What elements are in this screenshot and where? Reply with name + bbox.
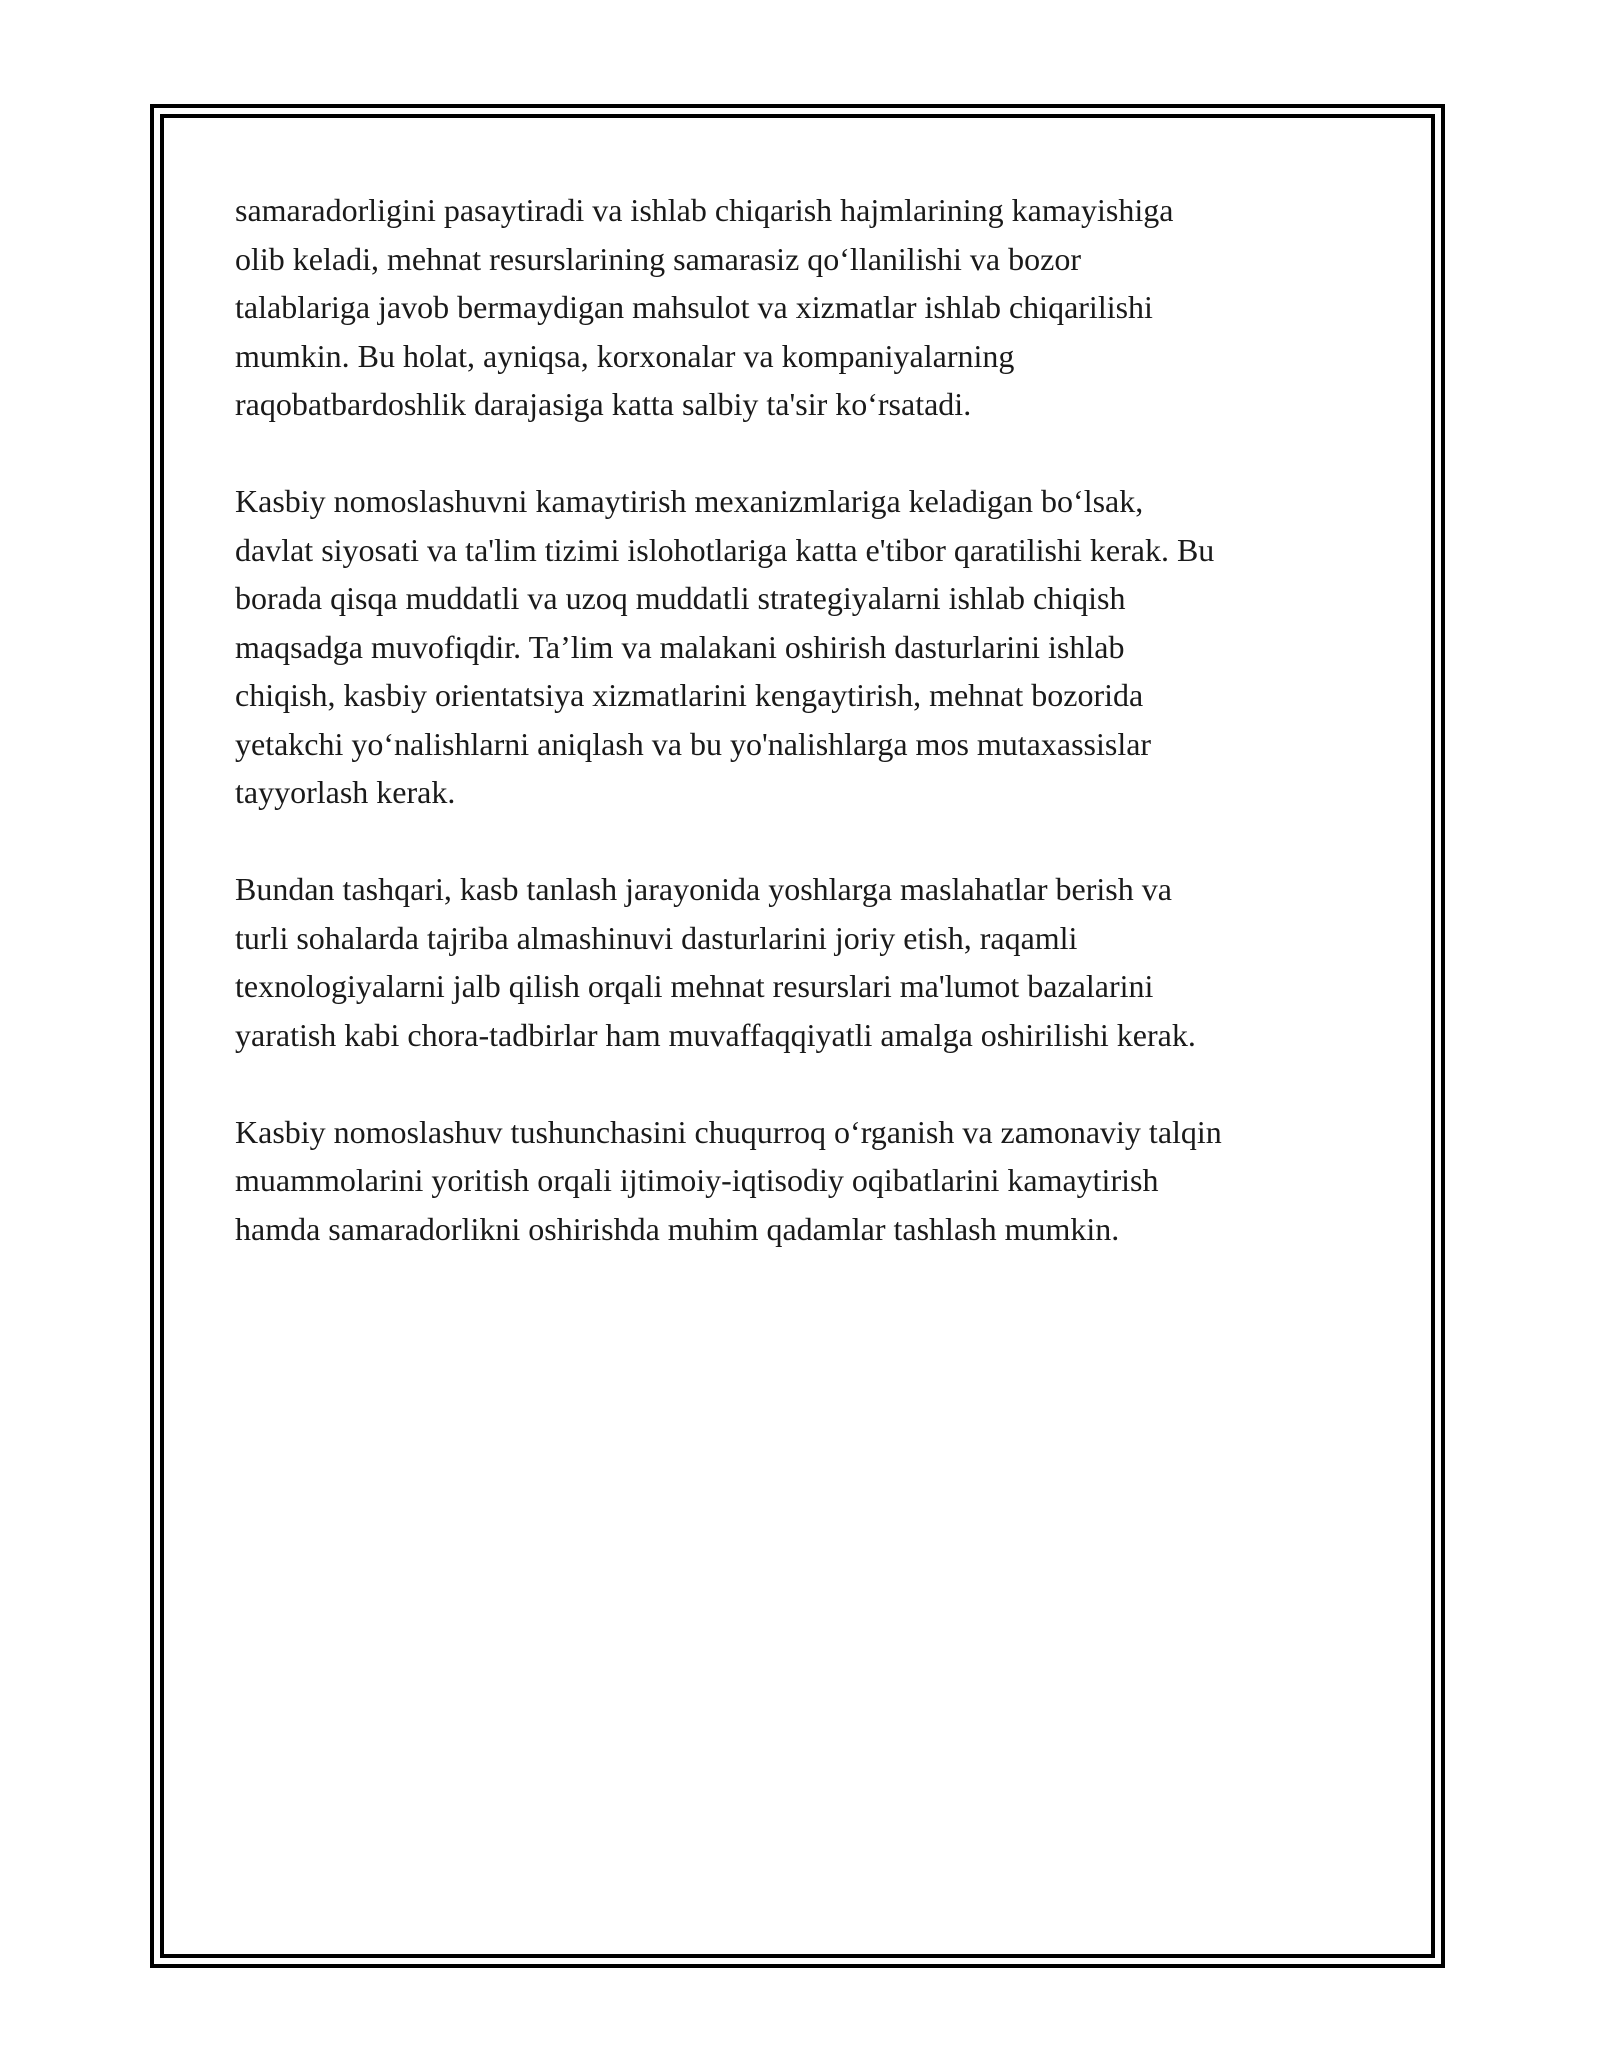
text-line: muammolarini yoritish orqali ijtimoiy-iqtisodiy oqibatlarini kamaytirish — [235, 1162, 1159, 1198]
text-line: hamda samaradorlikni oshirishda muhim qadamlar tashlash mumkin. — [235, 1210, 1120, 1247]
text-line: mumkin. Bu holat, ayniqsa, korxonalar va kompaniyalarning — [235, 337, 1015, 374]
paragraph-1 — [235, 186, 1380, 429]
text-line: borada qisqa muddatli va uzoq muddatli strategiyalarni ishlab chiqish — [235, 580, 1126, 616]
text-line: samaradorligini pasaytiradi va ishlab chiqarish hajmlarining kamayishiga — [235, 192, 1174, 228]
text-line: texnologiyalarni jalb qilish orqali mehnat resurslari ma'lumot bazalarini — [235, 968, 1154, 1004]
paragraph-3 — [235, 865, 1380, 1059]
paragraph-4 — [235, 1108, 1380, 1254]
text-line: turli sohalarda tajriba almashinuvi dasturlarini joriy etish, raqamli — [235, 919, 1078, 956]
text-line: olib keladi, mehnat resurslarining samarasiz qo‘llanilishi va bozor — [235, 240, 1081, 277]
text-line: Kasbiy nomoslashuv tushunchasini chuqurroq o‘rganish va zamonaviy talqin — [235, 1113, 1222, 1150]
text-line: yaratish kabi chora-tadbirlar ham muvaffaqqiyatli amalga oshirilishi kerak. — [235, 1016, 1196, 1053]
paragraph-2 — [235, 477, 1380, 817]
text-line: Bundan tashqari, kasb tanlash jarayonida yoshlarga maslahatlar berish va — [235, 871, 1172, 907]
text-line: tayyorlash kerak. — [235, 774, 456, 810]
text-line: talablariga javob bermaydigan mahsulot va xizmatlar ishlab chiqarilishi — [235, 289, 1153, 325]
text-line: davlat siyosati va ta'lim tizimi islohotlariga katta e'tibor qaratilishi kerak. Bu — [235, 531, 1215, 568]
text-line: Kasbiy nomoslashuvni kamaytirish mexanizmlariga keladigan bo‘lsak, — [235, 483, 1144, 519]
document-body — [235, 186, 1380, 1302]
text-line: chiqish, kasbiy orientatsiya xizmatlarini kengaytirish, mehnat bozorida — [235, 677, 1144, 713]
text-line: maqsadga muvofiqdir. Ta’lim va malakani oshirish dasturlarini ishlab — [235, 628, 1125, 665]
text-line: yetakchi yo‘nalishlarni aniqlash va bu yo'nalishlarga mos mutaxassislar — [235, 725, 1152, 762]
text-line: raqobatbardoshlik darajasiga katta salbiy ta'sir ko‘rsatadi. — [235, 386, 972, 422]
